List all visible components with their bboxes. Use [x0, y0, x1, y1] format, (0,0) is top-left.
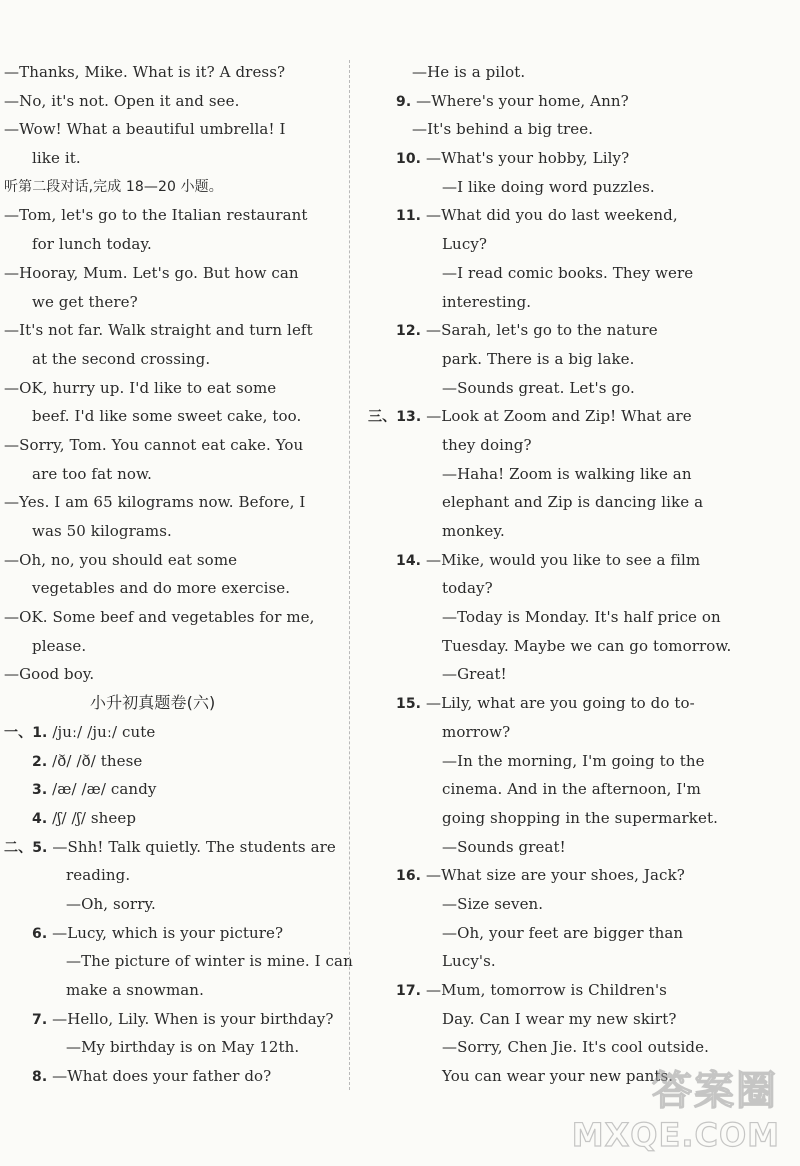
- question-number: 17.: [396, 983, 422, 999]
- answer-text: —What size are your shoes, Jack?: [425, 866, 685, 885]
- answer-row: [4, 1062, 336, 1091]
- text-line: —Yes. I am 65 kilograms now. Before, I: [4, 493, 306, 512]
- text-line: —Thanks, Mike. What is it? A dress?: [4, 63, 286, 81]
- answer-text: —Sarah, let's go to the nature: [425, 321, 658, 340]
- text-line: —Sounds great. Let's go.: [442, 378, 635, 397]
- question-number: 6.: [32, 925, 48, 942]
- answer-row: [4, 718, 336, 747]
- answer-text: —What does your father do?: [52, 1067, 272, 1086]
- answer-row: [4, 804, 336, 833]
- text-line: —Oh, your feet are bigger than: [442, 923, 684, 942]
- text-line: —Hooray, Mum. Let's go. But how can: [4, 263, 299, 282]
- text-line: please.: [32, 636, 87, 655]
- text-line: —Great!: [442, 665, 507, 684]
- text-line: make a snowman.: [66, 981, 204, 999]
- text-line: —Size seven.: [442, 894, 544, 913]
- question-number: 1.: [32, 724, 48, 741]
- text-line: are too fat now.: [32, 464, 153, 483]
- question-number: 4.: [32, 810, 48, 827]
- text-line: Day. Can I wear my new skirt?: [442, 1009, 677, 1028]
- question-number: 12.: [396, 323, 422, 340]
- column-divider: [349, 60, 350, 1090]
- answer-row: [4, 833, 336, 862]
- text-line: at the second crossing.: [32, 349, 211, 368]
- watermark-logo: [571, 1064, 792, 1160]
- answer-row: [368, 689, 704, 718]
- text-line: —Tom, let's go to the Italian restaurant: [4, 206, 308, 225]
- question-number: 3.: [32, 782, 48, 799]
- answer-row: [368, 546, 704, 575]
- text-line: reading.: [66, 866, 131, 885]
- answer-row: [4, 747, 336, 776]
- text-line: Tuesday. Maybe we can go tomorrow.: [442, 636, 732, 655]
- text-line: —In the morning, I'm going to the: [442, 751, 705, 770]
- answer-row: [368, 402, 704, 431]
- answer-row: [368, 87, 704, 116]
- answer-text: —What's your hobby, Lily?: [425, 149, 630, 168]
- answer-text: —Shh! Talk quietly. The students are: [52, 837, 336, 856]
- text-line: —Good boy.: [4, 665, 95, 684]
- answer-text: /æ/ /æ/ candy: [52, 780, 157, 799]
- answer-text: —Mum, tomorrow is Children's: [425, 981, 667, 999]
- text-line: —It's not far. Walk straight and turn left: [4, 321, 313, 340]
- line-text: —Wow! What a beautiful umbrella! I: [4, 120, 286, 139]
- answer-text: —Lily, what are you going to do to-: [425, 694, 695, 713]
- answer-row: [368, 201, 704, 230]
- text-line: You can wear your new pants.: [442, 1067, 674, 1086]
- text-line: —He is a pilot.: [412, 63, 526, 81]
- question-number: 7.: [32, 1011, 48, 1028]
- text-line: —I read comic books. They were: [442, 263, 694, 282]
- text-line: we get there?: [32, 292, 138, 311]
- text-line: today?: [442, 579, 493, 598]
- section-number: 一、: [4, 724, 33, 741]
- text-line: interesting.: [442, 292, 532, 311]
- answer-text: /ʃ/ /ʃ/ sheep: [52, 808, 137, 827]
- text-line: —No, it's not. Open it and see.: [4, 91, 240, 110]
- text-line: —Today is Monday. It's half price on: [442, 608, 721, 627]
- answer-text: —Look at Zoom and Zip! What are: [426, 407, 692, 426]
- question-number: 10.: [396, 151, 422, 168]
- question-number: 9.: [396, 93, 412, 110]
- question-number: 2.: [32, 753, 48, 770]
- text-line: —Sorry, Chen Jie. It's cool outside.: [442, 1038, 709, 1057]
- text-line: vegetables and do more exercise.: [32, 579, 291, 598]
- text-line: —Haha! Zoom is walking like an: [442, 464, 692, 483]
- text-line: —OK. Some beef and vegetables for me,: [4, 608, 315, 627]
- exam-title: 小升初真题卷(六): [90, 693, 216, 713]
- answer-text: —Where's your home, Ann?: [416, 91, 629, 110]
- text-line: Lucy's.: [442, 952, 496, 971]
- answer-row: [368, 976, 704, 1005]
- question-number: 14.: [396, 552, 422, 569]
- question-number: 5.: [32, 839, 48, 856]
- answer-row: [4, 775, 336, 804]
- answer-row: [4, 919, 336, 948]
- section-number: 二、: [4, 839, 33, 856]
- text-line: —Sorry, Tom. You cannot eat cake. You: [4, 435, 304, 454]
- text-line: cinema. And in the afternoon, I'm: [442, 780, 701, 799]
- left-column: [4, 58, 353, 1091]
- question-number: 13.: [396, 409, 422, 426]
- text-line: monkey.: [442, 522, 505, 540]
- text-line: beef. I'd like some sweet cake, too.: [32, 407, 302, 426]
- question-number: 15.: [396, 696, 422, 713]
- question-number: 16.: [396, 868, 422, 885]
- text-line: —I like doing word puzzles.: [442, 177, 655, 196]
- text-line: Lucy?: [442, 235, 488, 254]
- text-line: —It's behind a big tree.: [412, 120, 594, 139]
- answer-text: —Lucy, which is your picture?: [52, 923, 284, 942]
- question-number: 11.: [396, 208, 422, 225]
- answer-row: [368, 861, 704, 890]
- right-column: [368, 58, 732, 1091]
- text-line: morrow?: [442, 722, 511, 741]
- answer-row: [368, 316, 704, 345]
- question-number: 8.: [32, 1069, 48, 1086]
- answer-text: —Hello, Lily. When is your birthday?: [52, 1009, 334, 1028]
- watermark-text: 答案圈: [652, 1068, 778, 1114]
- text-line: —Oh, sorry.: [66, 894, 156, 913]
- answer-row: [4, 1005, 336, 1034]
- text-line: —My birthday is on May 12th.: [66, 1038, 300, 1057]
- answer-text: /ð/ /ð/ these: [52, 751, 143, 770]
- text-line: —The picture of winter is mine. I can: [66, 952, 353, 971]
- text-line: park. There is a big lake.: [442, 349, 635, 368]
- text-line: for lunch today.: [32, 235, 152, 254]
- text-line: —Oh, no, you should eat some: [4, 550, 238, 569]
- text-line: —Sounds great!: [442, 837, 566, 856]
- text-line: elephant and Zip is dancing like a: [442, 493, 704, 512]
- answer-row: [368, 144, 704, 173]
- watermark-url: MXQE.COM: [571, 1116, 780, 1154]
- text-line: [4, 115, 336, 144]
- section-number: 三、: [368, 409, 397, 426]
- text-line: they doing?: [442, 435, 532, 454]
- text-line: like it.: [32, 149, 81, 168]
- section-instruction: 听第二段对话,完成 18—20 小题。: [4, 178, 223, 195]
- text-line: going shopping in the supermarket.: [442, 808, 718, 827]
- answer-text: —Mike, would you like to see a film: [425, 550, 701, 569]
- text-line: —OK, hurry up. I'd like to eat some: [4, 378, 277, 397]
- text-line: was 50 kilograms.: [32, 522, 172, 540]
- answer-text: —What did you do last weekend,: [425, 206, 678, 225]
- answer-text: /juː/ /juː/ cute: [52, 722, 156, 741]
